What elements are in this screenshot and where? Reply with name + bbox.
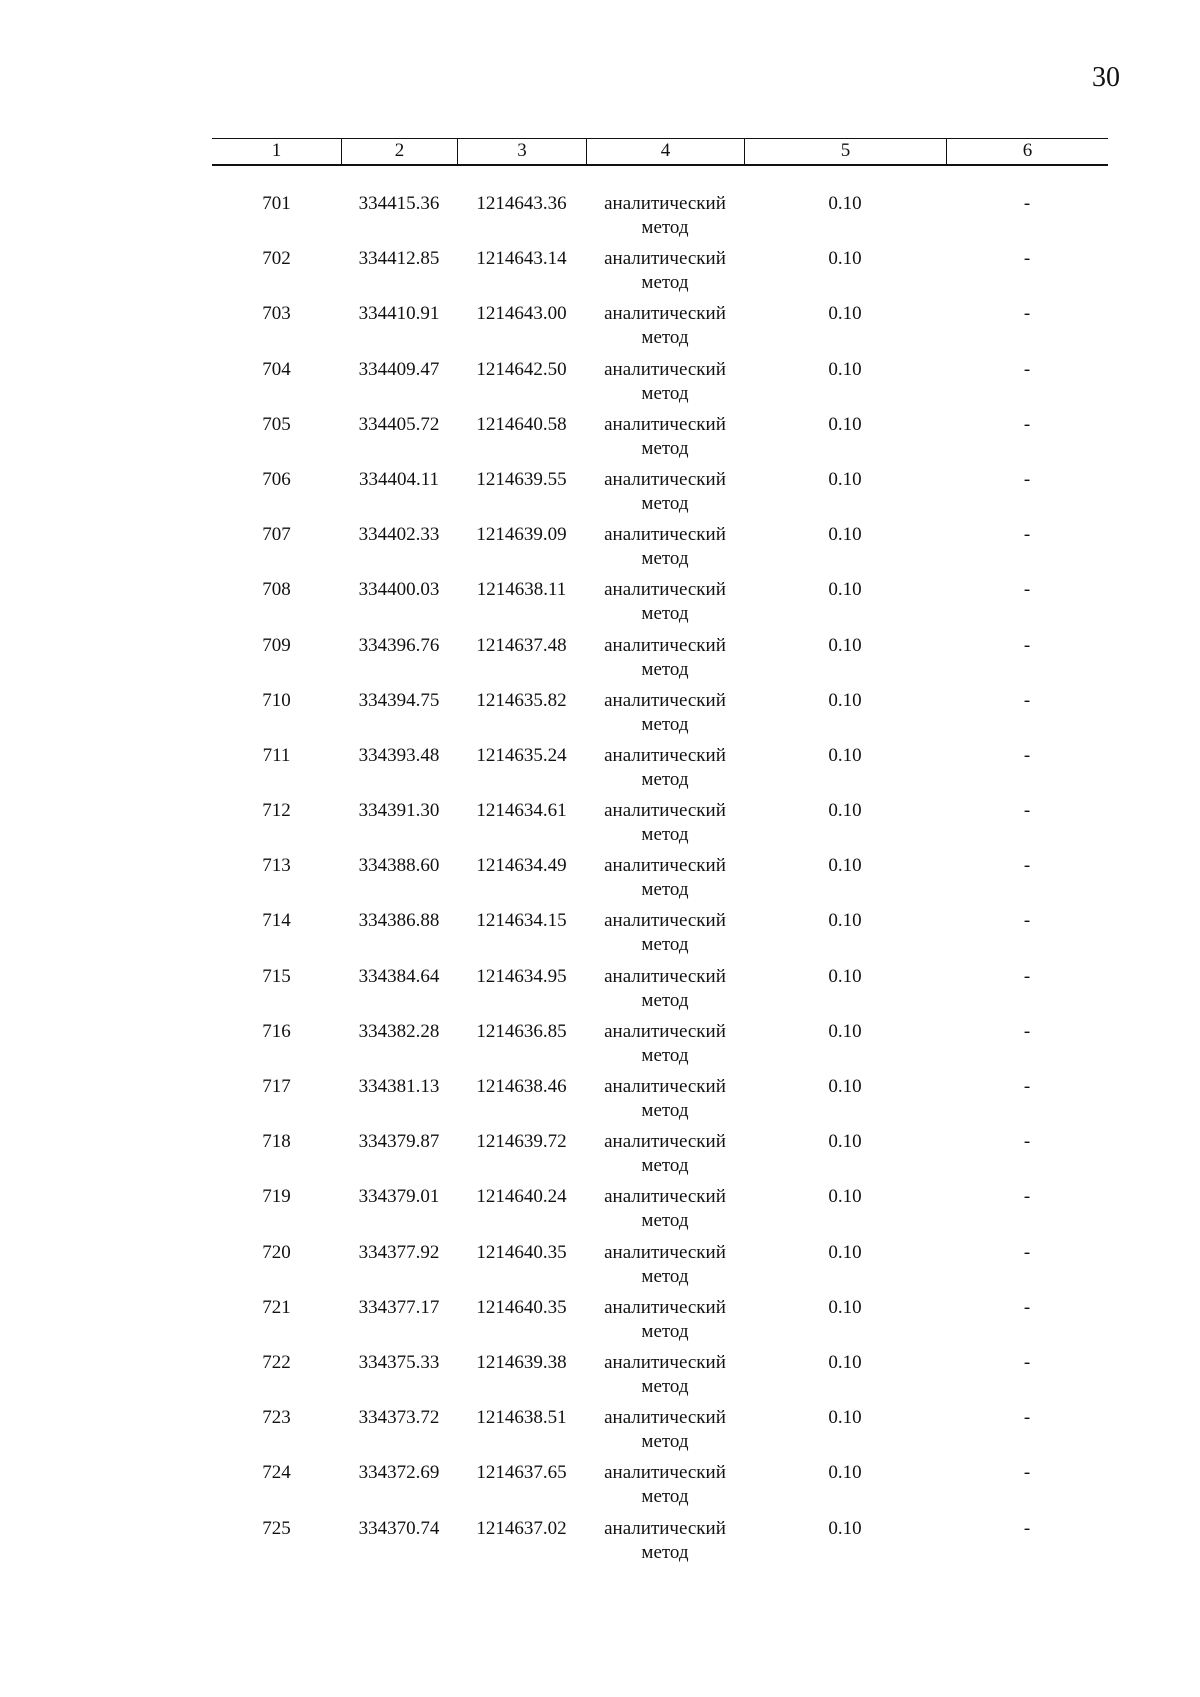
method-line-2: метод (641, 217, 689, 238)
x-coordinate-cell: 334412.85 (358, 248, 440, 270)
point-number-cell: 710 (262, 689, 291, 711)
method-cell (586, 854, 744, 909)
accuracy-cell: 0.10 (828, 1296, 862, 1318)
note-cell: - (1023, 193, 1031, 214)
y-coordinate-cell: 1214634.95 (476, 965, 567, 987)
method-line-1: аналитический (604, 689, 726, 711)
method-line-1: аналитический (604, 1517, 726, 1539)
method-cell (586, 523, 744, 578)
note-cell: - (1023, 1131, 1031, 1153)
table-row (212, 247, 1108, 302)
accuracy-cell: 0.10 (828, 689, 862, 711)
accuracy-cell: 0.10 (828, 1517, 862, 1539)
method-line-1: аналитический (604, 800, 726, 822)
x-coordinate-cell: 334377.17 (358, 1296, 440, 1318)
method-line-1: аналитический (604, 303, 726, 325)
method-cell (586, 468, 744, 523)
note-cell: - (1023, 855, 1031, 877)
method-line-1: аналитический (604, 1462, 726, 1484)
x-coordinate-cell: 334410.91 (358, 303, 440, 325)
method-cell (586, 1517, 744, 1572)
y-coordinate-cell: 1214638.46 (476, 1076, 567, 1097)
y-coordinate-cell: 1214639.72 (476, 1131, 567, 1153)
table-row (212, 1241, 1108, 1296)
point-number-cell: 707 (262, 524, 291, 546)
method-line-1: аналитический (604, 634, 726, 656)
accuracy-cell: 0.10 (828, 358, 862, 380)
method-cell (586, 1185, 744, 1240)
x-coordinate-cell: 334381.13 (358, 1076, 440, 1097)
x-coordinate-cell: 334388.60 (358, 855, 440, 877)
accuracy-cell: 0.10 (828, 855, 862, 877)
x-coordinate-cell: 334409.47 (358, 358, 440, 380)
table-row (212, 1130, 1108, 1185)
point-number-cell: 717 (262, 1076, 291, 1097)
point-number-cell: 719 (262, 1186, 291, 1208)
table-row (212, 1461, 1108, 1516)
x-coordinate-cell: 334400.03 (358, 579, 440, 601)
x-coordinate-cell: 334379.87 (358, 1131, 440, 1153)
note-cell: - (1023, 1241, 1031, 1263)
y-coordinate-cell: 1214642.50 (476, 358, 567, 380)
note-cell: - (1023, 1351, 1031, 1373)
y-coordinate-cell: 1214638.11 (476, 579, 567, 601)
accuracy-cell: 0.10 (828, 248, 862, 270)
y-coordinate-cell: 1214639.55 (476, 468, 567, 490)
column-header: 3 (457, 139, 586, 164)
method-line-1: аналитический (604, 524, 726, 546)
method-line-2: метод (641, 1210, 689, 1232)
method-line-2: метод (641, 492, 689, 514)
column-header: 1 (271, 140, 282, 161)
table-row (212, 1075, 1108, 1130)
method-line-2: метод (641, 713, 689, 735)
table-row (212, 1020, 1108, 1075)
note-cell: - (1023, 1076, 1031, 1097)
y-coordinate-cell: 1214639.09 (476, 524, 567, 546)
method-line-2: метод (641, 1155, 689, 1177)
method-cell (586, 1130, 744, 1185)
column-header: 2 (341, 139, 457, 164)
note-cell: - (1023, 1186, 1031, 1208)
method-line-1: аналитический (604, 248, 726, 270)
point-number-cell: 711 (262, 744, 291, 766)
note-cell: - (1023, 248, 1031, 270)
note-cell: - (1023, 1020, 1031, 1042)
method-cell (586, 1241, 744, 1296)
table-row (212, 578, 1108, 633)
note-cell: - (1023, 524, 1031, 546)
column-header: 6 (946, 139, 1108, 164)
note-cell: - (1023, 689, 1031, 711)
note-cell: - (1023, 468, 1031, 490)
table-row (212, 413, 1108, 468)
note-cell: - (1023, 1407, 1031, 1429)
table-row (212, 1406, 1108, 1461)
method-line-2: метод (641, 1375, 689, 1397)
point-number-cell: 704 (262, 358, 291, 380)
table-row (212, 689, 1108, 744)
x-coordinate-cell: 334370.74 (358, 1517, 440, 1539)
point-number-cell: 708 (262, 579, 291, 601)
x-coordinate-cell: 334391.30 (358, 800, 440, 822)
x-coordinate-cell: 334379.01 (358, 1186, 440, 1208)
accuracy-cell: 0.10 (828, 1351, 862, 1373)
column-header: 5 (744, 139, 946, 164)
point-number-cell: 701 (262, 193, 291, 214)
x-coordinate-cell: 334386.88 (358, 910, 440, 932)
x-coordinate-cell: 334404.11 (358, 468, 440, 490)
accuracy-cell: 0.10 (828, 1241, 862, 1263)
table-row (212, 192, 1108, 247)
accuracy-cell: 0.10 (828, 413, 862, 435)
x-coordinate-cell: 334405.72 (358, 413, 440, 435)
method-line-1: аналитический (604, 1241, 726, 1263)
method-line-1: аналитический (604, 193, 726, 214)
table-row (212, 799, 1108, 854)
y-coordinate-cell: 1214634.15 (476, 910, 567, 932)
method-cell (586, 358, 744, 413)
table-row (212, 854, 1108, 909)
point-number-cell: 721 (262, 1296, 291, 1318)
accuracy-cell: 0.10 (828, 965, 862, 987)
x-coordinate-cell: 334372.69 (358, 1462, 440, 1484)
point-number-cell: 722 (262, 1351, 291, 1373)
method-line-2: метод (641, 327, 689, 349)
method-line-1: аналитический (604, 1296, 726, 1318)
method-cell (586, 744, 744, 799)
note-cell: - (1023, 910, 1031, 932)
coordinates-table (212, 138, 1108, 1572)
table-row (212, 1296, 1108, 1351)
accuracy-cell: 0.10 (828, 1020, 862, 1042)
method-line-1: аналитический (604, 1407, 726, 1429)
accuracy-cell: 0.10 (828, 1462, 862, 1484)
table-row (212, 358, 1108, 413)
method-line-2: метод (641, 603, 689, 625)
y-coordinate-cell: 1214643.36 (476, 193, 567, 214)
method-line-1: аналитический (604, 744, 726, 766)
note-cell: - (1023, 634, 1031, 656)
method-line-2: метод (641, 437, 689, 459)
table-row (212, 1517, 1108, 1572)
method-line-1: аналитический (604, 1351, 726, 1373)
point-number-cell: 718 (262, 1131, 291, 1153)
x-coordinate-cell: 334396.76 (358, 634, 440, 656)
point-number-cell: 709 (262, 634, 291, 656)
table-row (212, 523, 1108, 578)
y-coordinate-cell: 1214634.49 (476, 855, 567, 877)
note-cell: - (1023, 303, 1031, 325)
method-cell (586, 799, 744, 854)
method-line-2: метод (641, 1486, 689, 1508)
accuracy-cell: 0.10 (828, 744, 862, 766)
x-coordinate-cell: 334384.64 (358, 965, 440, 987)
method-line-1: аналитический (604, 358, 726, 380)
accuracy-cell: 0.10 (828, 634, 862, 656)
method-line-1: аналитический (604, 1186, 726, 1208)
accuracy-cell: 0.10 (828, 193, 862, 214)
table-row (212, 909, 1108, 964)
note-cell: - (1023, 1462, 1031, 1484)
note-cell: - (1023, 744, 1031, 766)
table-row (212, 1185, 1108, 1240)
y-coordinate-cell: 1214638.51 (476, 1407, 567, 1429)
point-number-cell: 705 (262, 413, 291, 435)
y-coordinate-cell: 1214643.14 (476, 248, 567, 270)
accuracy-cell: 0.10 (828, 303, 862, 325)
point-number-cell: 706 (262, 468, 291, 490)
y-coordinate-cell: 1214637.48 (476, 634, 567, 656)
y-coordinate-cell: 1214635.24 (476, 744, 567, 766)
column-header: 4 (586, 139, 744, 164)
table-row (212, 634, 1108, 689)
method-line-1: аналитический (604, 965, 726, 987)
y-coordinate-cell: 1214640.58 (476, 413, 567, 435)
table-row (212, 302, 1108, 357)
method-line-2: метод (641, 382, 689, 404)
x-coordinate-cell: 334373.72 (358, 1407, 440, 1429)
point-number-cell: 715 (262, 965, 291, 987)
note-cell: - (1023, 413, 1031, 435)
method-line-2: метод (641, 934, 689, 956)
point-number-cell: 716 (262, 1020, 291, 1042)
y-coordinate-cell: 1214640.35 (476, 1296, 567, 1318)
note-cell: - (1023, 800, 1031, 822)
method-cell (586, 1020, 744, 1075)
accuracy-cell: 0.10 (828, 910, 862, 932)
table-row (212, 468, 1108, 523)
method-cell (586, 1075, 744, 1130)
x-coordinate-cell: 334393.48 (358, 744, 440, 766)
method-line-1: аналитический (604, 579, 726, 601)
method-line-2: метод (641, 824, 689, 846)
y-coordinate-cell: 1214634.61 (476, 800, 567, 822)
method-cell (586, 1406, 744, 1461)
accuracy-cell: 0.10 (828, 800, 862, 822)
table-header (212, 138, 1108, 166)
y-coordinate-cell: 1214637.02 (476, 1517, 567, 1539)
y-coordinate-cell: 1214640.24 (476, 1186, 567, 1208)
method-line-2: метод (641, 1265, 689, 1287)
table-body (212, 192, 1108, 1572)
method-line-1: аналитический (604, 855, 726, 877)
y-coordinate-cell: 1214636.85 (476, 1020, 567, 1042)
table-row (212, 1351, 1108, 1406)
method-cell (586, 413, 744, 468)
method-line-2: метод (641, 989, 689, 1011)
method-line-2: метод (641, 879, 689, 901)
x-coordinate-cell: 334402.33 (358, 524, 440, 546)
x-coordinate-cell: 334382.28 (358, 1020, 440, 1042)
accuracy-cell: 0.10 (828, 1407, 862, 1429)
method-line-2: метод (641, 1541, 689, 1563)
table-row (212, 744, 1108, 799)
y-coordinate-cell: 1214635.82 (476, 689, 567, 711)
method-line-1: аналитический (604, 413, 726, 435)
page-number: 30 (1092, 62, 1120, 93)
method-cell (586, 634, 744, 689)
method-line-2: метод (641, 1044, 689, 1066)
method-cell (586, 909, 744, 964)
method-line-2: метод (641, 1431, 689, 1453)
method-cell (586, 247, 744, 302)
x-coordinate-cell: 334377.92 (358, 1241, 440, 1263)
method-cell (586, 689, 744, 744)
method-line-2: метод (641, 548, 689, 570)
method-cell (586, 578, 744, 633)
accuracy-cell: 0.10 (828, 1131, 862, 1153)
method-cell (586, 1296, 744, 1351)
method-cell (586, 1461, 744, 1516)
method-line-1: аналитический (604, 910, 726, 932)
point-number-cell: 724 (262, 1462, 291, 1484)
y-coordinate-cell: 1214643.00 (476, 303, 567, 325)
point-number-cell: 712 (262, 800, 291, 822)
x-coordinate-cell: 334375.33 (358, 1351, 440, 1373)
accuracy-cell: 0.10 (828, 579, 862, 601)
x-coordinate-cell: 334415.36 (358, 193, 440, 214)
y-coordinate-cell: 1214637.65 (476, 1462, 567, 1484)
point-number-cell: 703 (262, 303, 291, 325)
note-cell: - (1023, 965, 1031, 987)
method-line-2: метод (641, 1320, 689, 1342)
method-line-2: метод (641, 1100, 689, 1121)
method-line-1: аналитический (604, 1076, 726, 1097)
method-line-1: аналитический (604, 468, 726, 490)
note-cell: - (1023, 1517, 1031, 1539)
method-line-1: аналитический (604, 1131, 726, 1153)
method-cell (586, 302, 744, 357)
y-coordinate-cell: 1214639.38 (476, 1351, 567, 1373)
point-number-cell: 702 (262, 248, 291, 270)
accuracy-cell: 0.10 (828, 1186, 862, 1208)
method-line-1: аналитический (604, 1020, 726, 1042)
method-line-2: метод (641, 658, 689, 680)
method-cell (586, 192, 744, 247)
point-number-cell: 714 (262, 910, 291, 932)
method-cell (586, 965, 744, 1020)
table-row (212, 965, 1108, 1020)
accuracy-cell: 0.10 (828, 524, 862, 546)
method-cell (586, 1351, 744, 1406)
method-line-2: метод (641, 768, 689, 790)
y-coordinate-cell: 1214640.35 (476, 1241, 567, 1263)
point-number-cell: 725 (262, 1517, 291, 1539)
point-number-cell: 720 (262, 1241, 291, 1263)
note-cell: - (1023, 579, 1031, 601)
accuracy-cell: 0.10 (828, 1076, 862, 1097)
note-cell: - (1023, 358, 1031, 380)
x-coordinate-cell: 334394.75 (358, 689, 440, 711)
note-cell: - (1023, 1296, 1031, 1318)
point-number-cell: 723 (262, 1407, 291, 1429)
method-line-2: метод (641, 272, 689, 294)
point-number-cell: 713 (262, 855, 291, 877)
accuracy-cell: 0.10 (828, 468, 862, 490)
